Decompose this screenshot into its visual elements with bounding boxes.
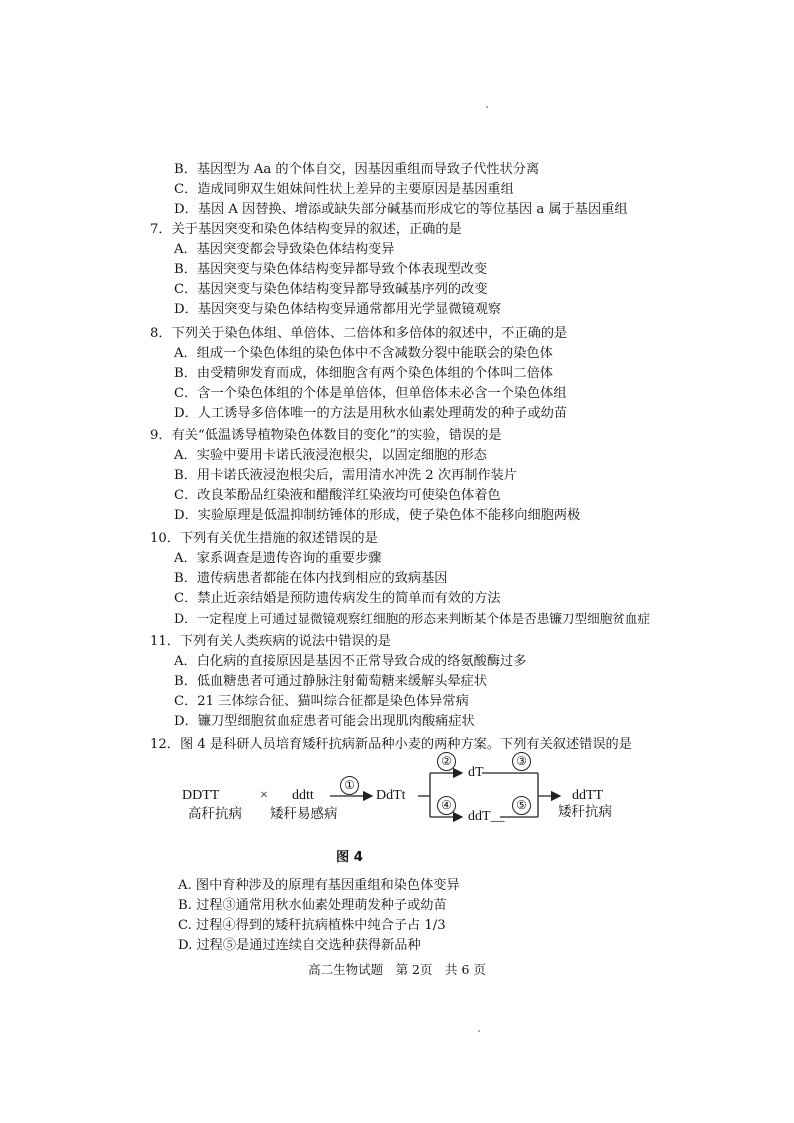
step-2-marker: ② xyxy=(437,752,456,771)
q7-option-a: A．基因突变都会导致染色体结构变异 xyxy=(174,242,395,257)
scan-speck xyxy=(486,106,488,108)
question-9 xyxy=(150,426,750,526)
parent1-genotype: DDTT xyxy=(182,788,220,803)
cross-symbol: × xyxy=(260,788,268,803)
scan-speck xyxy=(478,1030,480,1032)
q12-option-a: A. 图中育种涉及的原理有基因重组和染色体变异 xyxy=(178,878,460,893)
parent1-label: 高秆抗病 xyxy=(188,806,242,822)
q10-option-c: C．禁止近亲结婚是预防遗传病发生的简单而有效的方法 xyxy=(174,591,501,606)
q9-option-b: B．用卡诺氏液浸泡根尖后，需用清水冲洗 2 次再制作装片 xyxy=(174,468,517,483)
q10-option-d: D．一定程度上可通过显微镜观察红细胞的形态来判断某个体是否患镰刀型细胞贫血症 xyxy=(174,611,651,626)
parent2-label: 矮秆易感病 xyxy=(270,806,338,822)
figure-caption: 图 4 xyxy=(336,850,363,865)
q8-option-d: D．人工诱导多倍体唯一的方法是用秋水仙素处理萌发的种子或幼苗 xyxy=(174,406,568,421)
page-footer: 高二生物试题 第 2页 共 6 页 xyxy=(308,962,486,977)
q9-option-c: C．改良苯酚品红染液和醋酸洋红染液均可使染色体着色 xyxy=(174,488,501,503)
breeding-arrows xyxy=(180,755,640,835)
question-8 xyxy=(150,324,750,424)
q8-option-a: A．组成一个染色体组的染色体中不含减数分裂中能联会的染色体 xyxy=(174,346,553,361)
q12-stem: 12．图 4 是科研人员培育矮秆抗病新品种小麦的两种方案。下列有关叙述错误的是 xyxy=(150,737,632,752)
q9-option-a: A．实验中要用卡诺氏液浸泡根尖，以固定细胞的形态 xyxy=(174,448,487,463)
step-1-marker: ① xyxy=(340,776,359,795)
q6-option-b: B．基因型为 Aa 的个体自交，因基因重组而导致子代性状分离 xyxy=(174,162,540,177)
q11-option-c: C．21 三体综合征、猫叫综合征都是染色体异常病 xyxy=(174,694,469,709)
q7-option-b: B．基因突变与染色体结构变异都导致个体表现型改变 xyxy=(174,262,488,277)
q11-option-d: D．镰刀型细胞贫血症患者可能会出现肌肉酸痛症状 xyxy=(174,714,475,729)
q10-option-b: B．遗传病患者都能在体内找到相应的致病基因 xyxy=(174,571,448,586)
upper-product: dT xyxy=(468,765,484,780)
q12-option-d: D. 过程⑤是通过连续自交选种获得新品种 xyxy=(178,938,421,953)
parent2-genotype: ddtt xyxy=(292,788,314,803)
q9-stem: 9．有关“低温诱导植物染色体数目的变化”的实验，错误的是 xyxy=(150,428,502,443)
q7-option-d: D．基因突变与染色体结构变异通常都用光学显微镜观察 xyxy=(174,302,502,317)
q9-option-d: D．实验原理是低温抑制纺锤体的形成，使子染色体不能移向细胞两极 xyxy=(174,508,581,523)
q12-option-c: C. 过程④得到的矮秆抗病植株中纯合子占 1/3 xyxy=(178,918,446,933)
step-4-marker: ④ xyxy=(437,796,456,815)
q12-option-b: B. 过程③通常用秋水仙素处理萌发种子或幼苗 xyxy=(178,898,447,913)
result-genotype: ddTT xyxy=(572,788,604,803)
lower-product: ddT__ xyxy=(468,809,505,824)
q10-stem: 10．下列有关优生措施的叙述错误的是 xyxy=(150,531,378,546)
f1-genotype: DdTt xyxy=(376,788,406,803)
q11-stem: 11．下列有关人类疾病的说法中错误的是 xyxy=(150,634,391,649)
step-3-marker: ③ xyxy=(512,752,531,771)
question-6-options xyxy=(150,160,750,220)
question-11 xyxy=(150,632,750,732)
question-12-options xyxy=(150,876,750,956)
q7-stem: 7．关于基因突变和染色体结构变异的叙述，正确的是 xyxy=(150,222,462,237)
q10-option-a: A．家系调查是遗传咨询的重要步骤 xyxy=(174,551,382,566)
breeding-scheme-diagram xyxy=(180,755,640,835)
question-7 xyxy=(150,220,750,320)
q7-option-c: C．基因突变与染色体结构变异都导致碱基序列的改变 xyxy=(174,282,488,297)
q11-option-a: A．白化病的直接原因是基因不正常导致合成的络氨酸酶过多 xyxy=(174,654,527,669)
q6-option-d: D．基因 A 因替换、增添或缺失部分碱基而形成它的等位基因 a 属于基因重组 xyxy=(174,202,628,217)
step-5-marker: ⑤ xyxy=(512,796,531,815)
q8-option-c: C．含一个染色体组的个体是单倍体，但单倍体未必含一个染色体组 xyxy=(174,386,567,401)
result-label: 矮秆抗病 xyxy=(558,804,612,820)
q8-stem: 8．下列关于染色体组、单倍体、二倍体和多倍体的叙述中，不正确的是 xyxy=(150,326,568,341)
q11-option-b: B．低血糖患者可通过静脉注射葡萄糖来缓解头晕症状 xyxy=(174,674,488,689)
q8-option-b: B．由受精卵发育而成，体细胞含有两个染色体组的个体叫二倍体 xyxy=(174,366,553,381)
question-10 xyxy=(150,529,750,629)
q6-option-c: C．造成同卵双生姐妹间性状上差异的主要原因是基因重组 xyxy=(174,182,514,197)
